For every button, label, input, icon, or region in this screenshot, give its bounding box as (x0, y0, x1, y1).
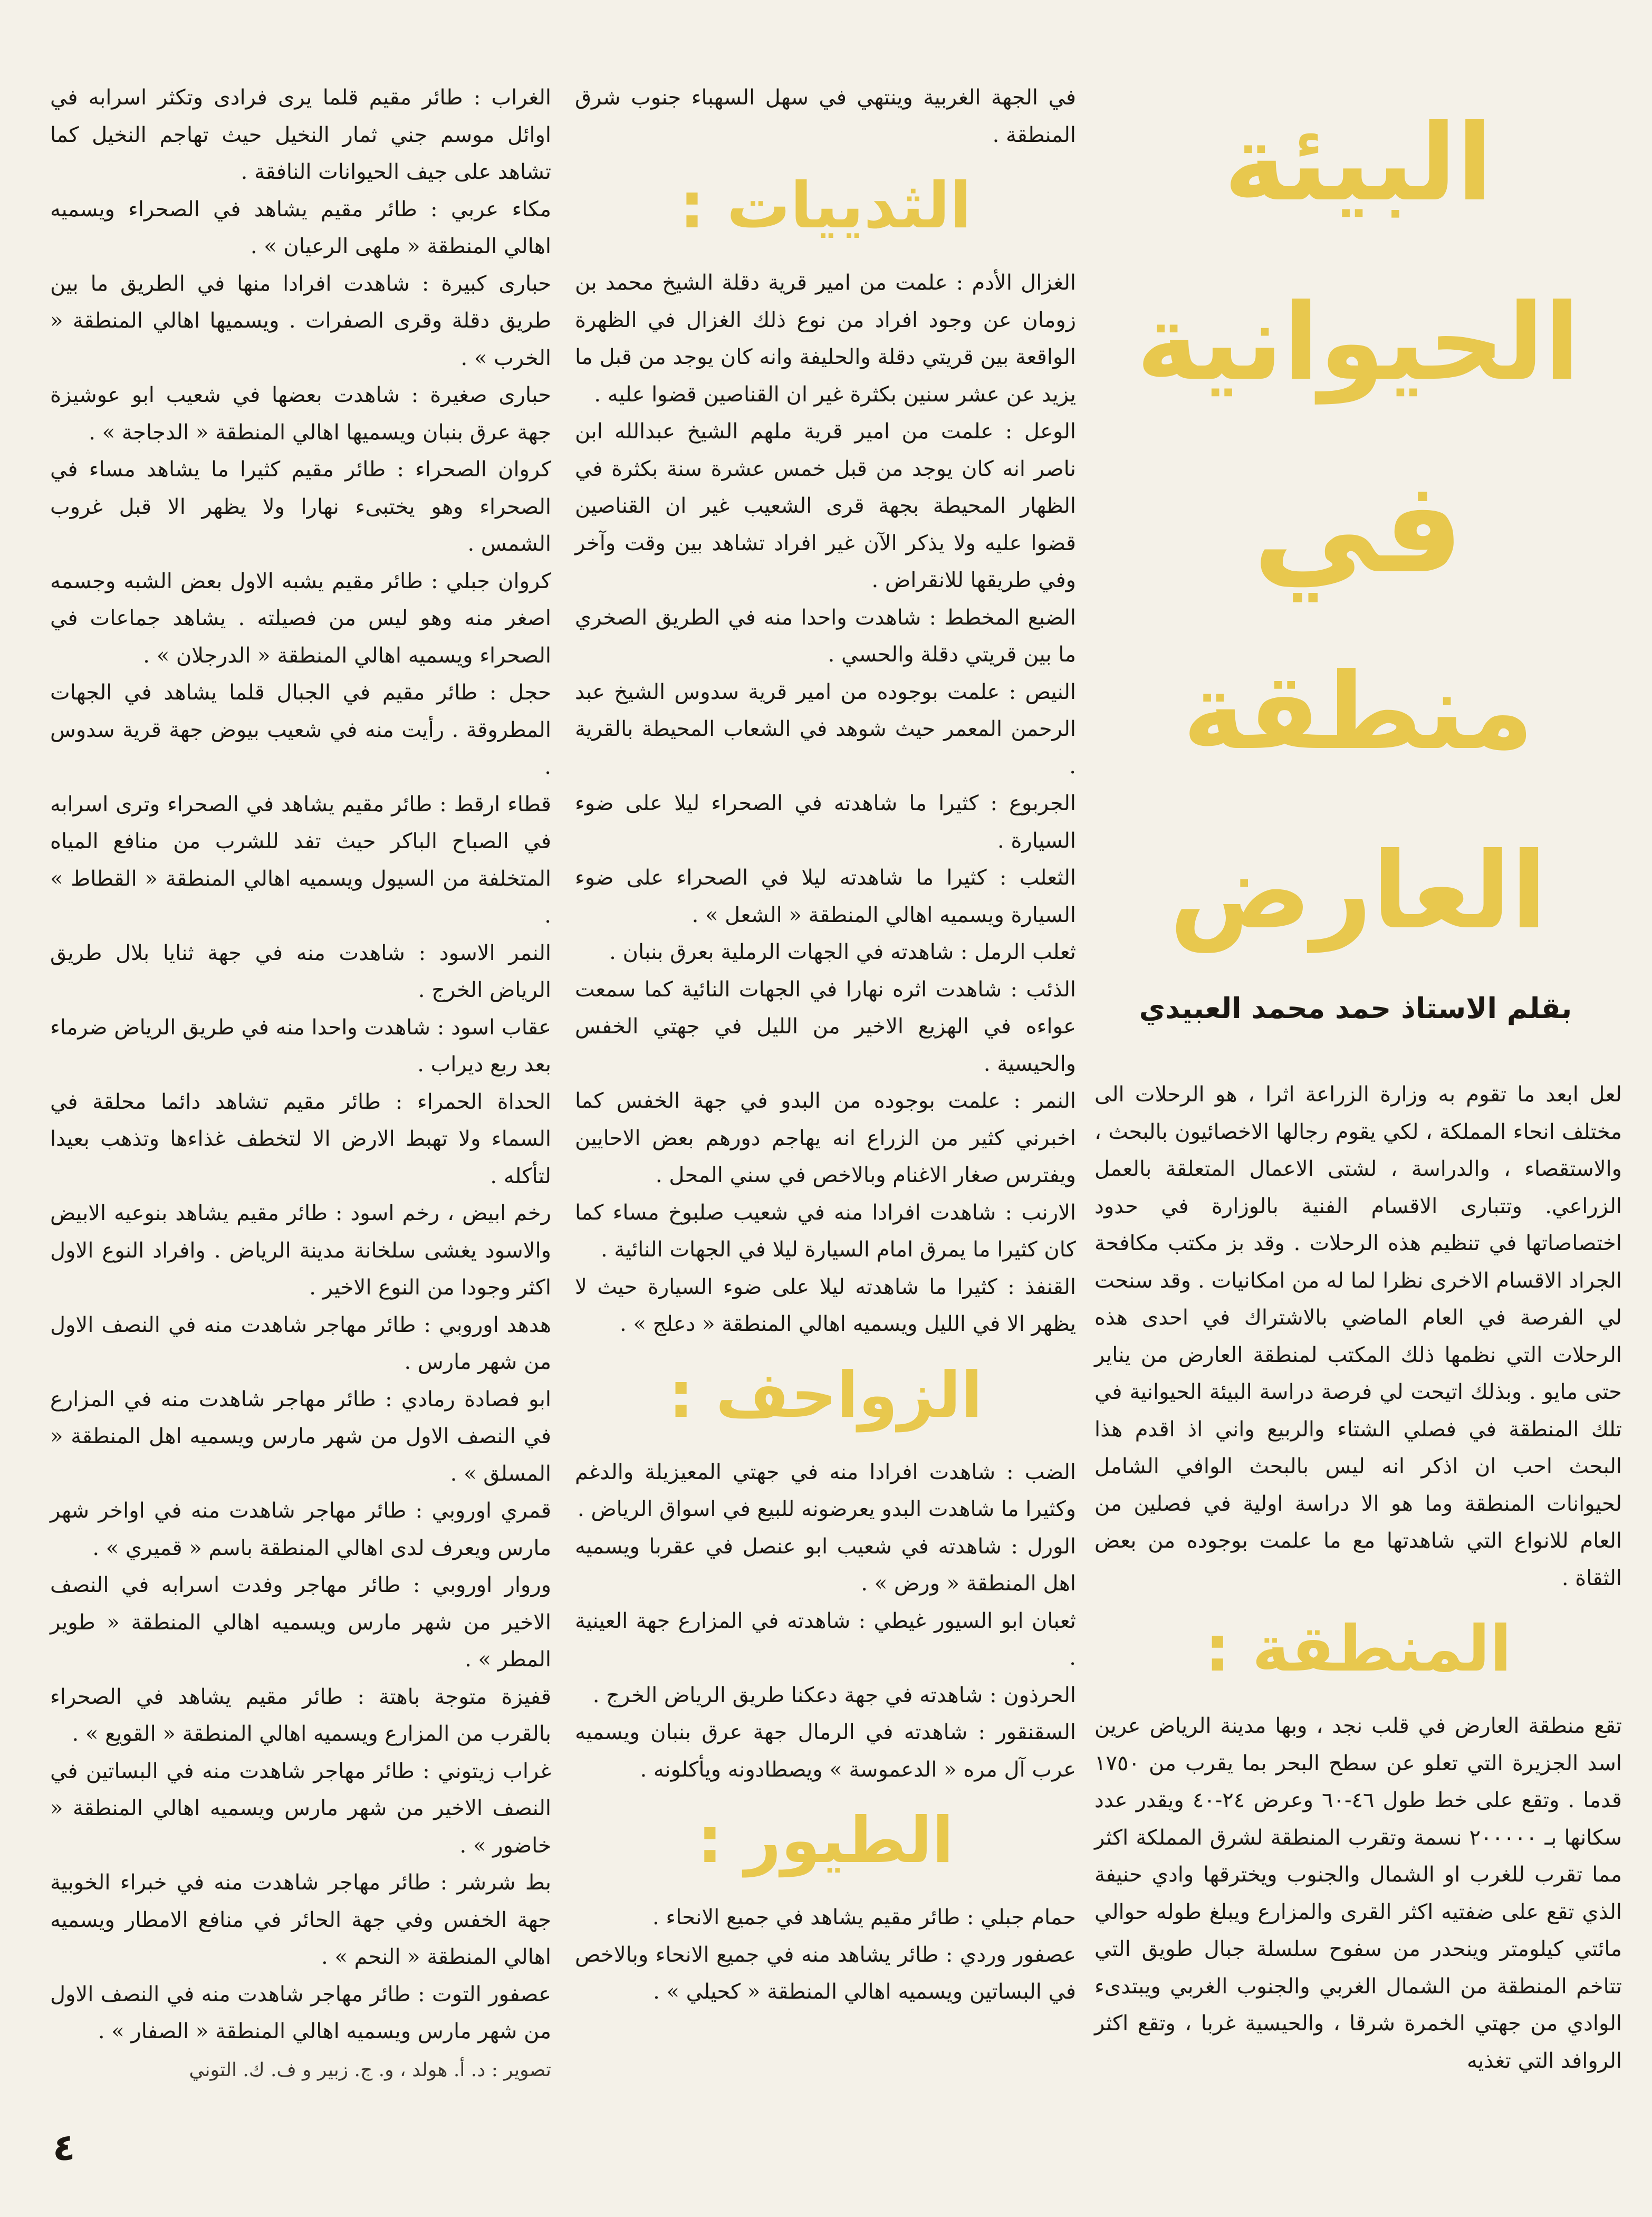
reptile-entry: الضب : شاهدت افرادا منه في جهتي المعيزيلة والدغم وكثيرا ما شاهدت البدو يعرضونه للبيع في اسواق الرياض . (575, 1460, 1076, 1521)
region-paragraph: تقع منطقة العارض في قلب نجد ، وبها مدينة الرياض عرين اسد الجزيرة التي تعلو عن سطح البحر بما يقرب من ١٧٥٠ قدما . وتقع على خط طول ٤٦-٦٠ وعرض ٢٤-٤٠ ويقدر عدد سكانها بـ ٢٠٠٠٠٠ نسمة وتقرب المنطقة لشرق المملكة اكثر مما تقرب للغرب او الشمال والجنوب ويخترقها وادي حنيفة الذي تقع على ضفتيه اكثر القرى والمزارع ويبلغ طوله حوالي مائتي كيلومتر وينحدر من سفوح سلسلة جبال طويق التي تتاخم المنطقة من الشمال الغربي والجنوب الغربي ويبتدىء الوادي من جهتي الخمرة شرقا ، والحيسية غربا ، وتقع اكثر الروافد التي تغذيه (1094, 1714, 1622, 2073)
title-line-2: الحيوانية (1136, 281, 1580, 404)
bird-entry: غراب زيتوني : طائر مهاجر شاهدت منه في البساتين في النصف الاخير من شهر مارس ويسميه اهالي المنطقة « خاضور » . (50, 1759, 551, 1858)
bird-entry: قطاء ارقط : طائر مقيم يشاهد في الصحراء وترى اسرابه في الصباح الباكر حيث تفد للشرب من منافع المياه المتخلفة من السيول ويسميه اهالي المنطقة « القطاط » . (50, 792, 551, 928)
title-line-4: منطقة العارض (1169, 650, 1547, 953)
bird-entry: كروان جبلي : طائر مقيم يشبه الاول بعض الشبه وجسمه اصغر منه وهو ليس من فصيلته . يشاهد جماعات في الصحراء ويسميه اهالي المنطقة « الدرجلان » . (50, 569, 551, 668)
mammal-entry: الغزال الأدم : علمت من امير قرية دقلة الشيخ محمد بن زومان عن وجود افراد من نوع ذلك الغزال في الظهرة الواقعة بين قريتي دقلة والحليفة وانه كان يوجد من قبل ما يزيد عن عشر سنين بكثرة غير ان القناصين قضوا عليه . (575, 271, 1076, 407)
bird-entry: رخم ابيض ، رخم اسود : طائر مقيم يشاهد بنوعيه الابيض والاسود يغشى سلخانة مدينة الرياض . وافراد النوع الاول اكثر وجودا من النوع الاخير . (50, 1201, 551, 1300)
bird-entry: عصفور وردي : طائر يشاهد منه في جميع الانحاء وبالاخص في البساتين ويسميه اهالي المنطقة « كحيلي » . (575, 1942, 1077, 2004)
bird-entry: حجل : طائر مقيم في الجبال قلما يشاهد في الجهات المطروقة . رأيت منه في شعيب بيوض جهة قرية سدوس . (50, 680, 551, 779)
bird-entry: حمام جبلي : طائر مقيم يشاهد في جميع الانحاء . (652, 1905, 1076, 1930)
article-title (1094, 74, 1622, 981)
mammal-entry: الوعل : علمت من امير قرية ملهم الشيخ عبدالله ابن ناصر انه كان يوجد من قبل خمس عشرة سنة بكثرة في الظهار المحيطة بجهة قرى الشعيب غير ان القناصين قضوا عليه ولا يذكر الآن غير افراد تشاهد بين وقت وآخر وفي طريقها للانقراض . (575, 419, 1076, 592)
bird-entry: عقاب اسود : شاهدت واحدا منه في طريق الرياض ضرماء بعد ربع ديراب . (50, 1015, 551, 1077)
mammal-entry: النمر : علمت بوجوده من البدو في جهة الخفس كما اخبرني كثير من الزراع انه يهاجم دورهم بعض الاحايين ويفترس صغار الاغنام وبالاخص في سني المحل . (575, 1089, 1077, 1187)
bird-entry: بط شرشر : طائر مهاجر شاهدت منه في خبراء الخوبية جهة الخفس وفي جهة الحائر في منافع الامطار ويسميه اهالي المنطقة « النحم » . (50, 1870, 551, 1969)
intro-paragraph: لعل ابعد ما تقوم به وزارة الزراعة اثرا ، هو الرحلات الى مختلف انحاء المملكة ، لكي يقوم رجالها الاخصائيون بالبحث ، والاستقصاء ، والدراسة ، لشتى الاعمال المتعلقة بالعمل الزراعي. وتتبارى الاقسام الفنية بالوزارة في حدود اختصاصاتها في تنظيم هذه الرحلات . وقد بز مكتب مكافحة الجراد الاقسام الاخرى نظرا لما له من امكانيات . وقد سنحت لي الفرصة في العام الماضي بالاشتراك في احدى هذه الرحلات التي نظمها ذلك المكتب لمنطقة العارض من يناير حتى مايو . وبذلك اتيحت لي فرصة دراسة البيئة الحيوانية في تلك المنطقة في فصلي الشتاء والربيع واني اذ اقدم هذا البحث احب ان اذكر انه ليس بالبحث الوافي الشامل لحيوانات المنطقة وما هو الا دراسة اولية في فصلين من العام للانواع التي شاهدتها مع ما علمت بوجوده من بعض الثقاة . (1094, 1082, 1622, 1590)
mammal-entry: ثعلب الرمل : شاهدته في الجهات الرملية بعرق بنبان . (609, 940, 1076, 964)
heading-region: المنطقة : (1205, 1613, 1512, 1686)
bird-entry: الغراب : طائر مقيم قلما يرى فرادى وتكثر اسرابه في اوائل موسم جني ثمار النخيل حيث تهاجم النخيل كما تشاهد على جيف الحيوانات النافقة . (50, 85, 551, 184)
reptile-entry: الورل : شاهدته في شعيب ابو عنصل في عقربا ويسميه اهل المنطقة « ورض » . (575, 1534, 1076, 1596)
mammal-entry: القنفذ : كثيرا ما شاهدته ليلا على ضوء السيارة حيث لا يظهر الا في الليل ويسميه اهالي المنطقة « دعلج » . (575, 1274, 1076, 1336)
author-byline: بقلم الاستاذ حمد محمد العبيدي (1139, 992, 1572, 1025)
bird-entry: قمري اوروبي : طائر مهاجر شاهدت منه في اواخر شهر مارس ويعرف لدى اهالي المنطقة باسم « قميري » . (50, 1499, 551, 1560)
bird-entry: هدهد اوروبي : طائر مهاجر شاهدت منه في النصف الاول من شهر مارس . (50, 1312, 551, 1374)
bird-entry: ابو فصادة رمادي : طائر مهاجر شاهدت منه في المزارع في النصف الاول من شهر مارس ويسميه اهل المنطقة « المسلق » . (50, 1387, 551, 1486)
bird-entry: وروار اوروبي : طائر مهاجر وفدت اسرابه في النصف الاخير من شهر مارس ويسميه اهالي المنطقة « طوير المطر » . (50, 1573, 551, 1672)
mammal-entry: النيص : علمت بوجوده من امير قرية سدوس الشيخ عبد الرحمن المعمر حيث شوهد في الشعاب المحيطة بالقرية . (575, 679, 1076, 779)
mammal-entry: الضبع المخطط : شاهدت واحدا منه في الطريق الصخري ما بين قريتي دقلة والحسي . (575, 605, 1076, 667)
photo-credit: تصوير : د. أ. هولد ، و. ج. زبير و ف. ك. التوني (189, 2059, 551, 2081)
title-line-1: البيئة (1224, 102, 1493, 225)
bird-entry: قفيزة متوجة باهتة : طائر مقيم يشاهد في الصحراء بالقرب من المزارع ويسميه اهالي المنطقة « القويع » . (50, 1684, 551, 1746)
bird-entry: كروان الصحراء : طائر مقيم كثيرا ما يشاهد مساء في الصحراء وهو يختبىء نهارا ولا يظهر الا قبل غروب الشمس . (50, 457, 551, 556)
page-number: ٤ (53, 2126, 75, 2169)
heading-mammals: الثدييات : (679, 169, 972, 243)
reptile-entry: ثعبان ابو السيور غيطي : شاهدته في المزارع جهة العينية . (575, 1608, 1076, 1670)
reptile-entry: السقنقور : شاهدته في الرمال جهة عرق بنبان ويسميه عرب آل مره « الدعموسة » ويصطادونه ويأكلونه . (575, 1720, 1076, 1782)
title-line-3: في (1253, 454, 1464, 601)
bird-entry: حبارى كبيرة : شاهدت افرادا منها في الطريق ما بين طريق دقلة وقرى الصفرات . ويسميها اهالي المنطقة « الخرب » . (50, 271, 552, 370)
bird-entry: الحداة الحمراء : طائر مقيم تشاهد دائما محلقة في السماء ولا تهبط الارض الا لتخطف غذاءها وتذهب بعيدا لتأكله . (50, 1089, 551, 1188)
mammal-entry: الجربوع : كثيرا ما شاهدته في الصحراء ليلا على ضوء السيارة . (575, 791, 1076, 853)
heading-reptiles: الزواحف : (668, 1358, 983, 1432)
mammal-entry: الارنب : شاهدت افرادا منه في شعيب صلبوخ مساء كما كان كثيرا ما يمرق امام السيارة ليلا في الجهات النائية . (575, 1200, 1076, 1262)
bird-entry: حبارى صغيرة : شاهدت بعضها في شعيب ابو عوشيزة جهة عرق بنبان ويسميها اهالي المنطقة « الدجاجة » . (50, 383, 551, 445)
reptile-entry: الحرذون : شاهدته في جهة دعكنا طريق الرياض الخرج . (592, 1683, 1076, 1707)
mammal-entry: الذئب : شاهدت اثره نهارا في الجهات النائية كما سمعت عواءه في الهزيع الاخير من الليل في جهتي الخفس والحيسية . (575, 977, 1076, 1076)
bird-entry: عصفور التوت : طائر مهاجر شاهدت منه في النصف الاول من شهر مارس ويسميه اهالي المنطقة « الصفار » . (50, 1982, 551, 2043)
column-left (50, 79, 551, 2050)
bird-entry: مكاء عربي : طائر مقيم يشاهد في الصحراء ويسميه اهالي المنطقة « ملهى الرعيان » . (50, 197, 551, 258)
middle-top-paragraph: في الجهة الغربية وينتهي في سهل السهباء جنوب شرق المنطقة . (575, 85, 1076, 147)
column-middle (575, 79, 1076, 2011)
mammal-entry: الثعلب : كثيرا ما شاهدته ليلا في الصحراء على ضوء السيارة ويسميه اهالي المنطقة « الشعل » . (575, 866, 1076, 927)
bird-entry: النمر الاسود : شاهدت منه في جهة ثنايا بلال طريق الرياض الخرج . (50, 940, 551, 1002)
heading-birds: الطيور : (697, 1804, 954, 1877)
column-right (1094, 1076, 1622, 2079)
